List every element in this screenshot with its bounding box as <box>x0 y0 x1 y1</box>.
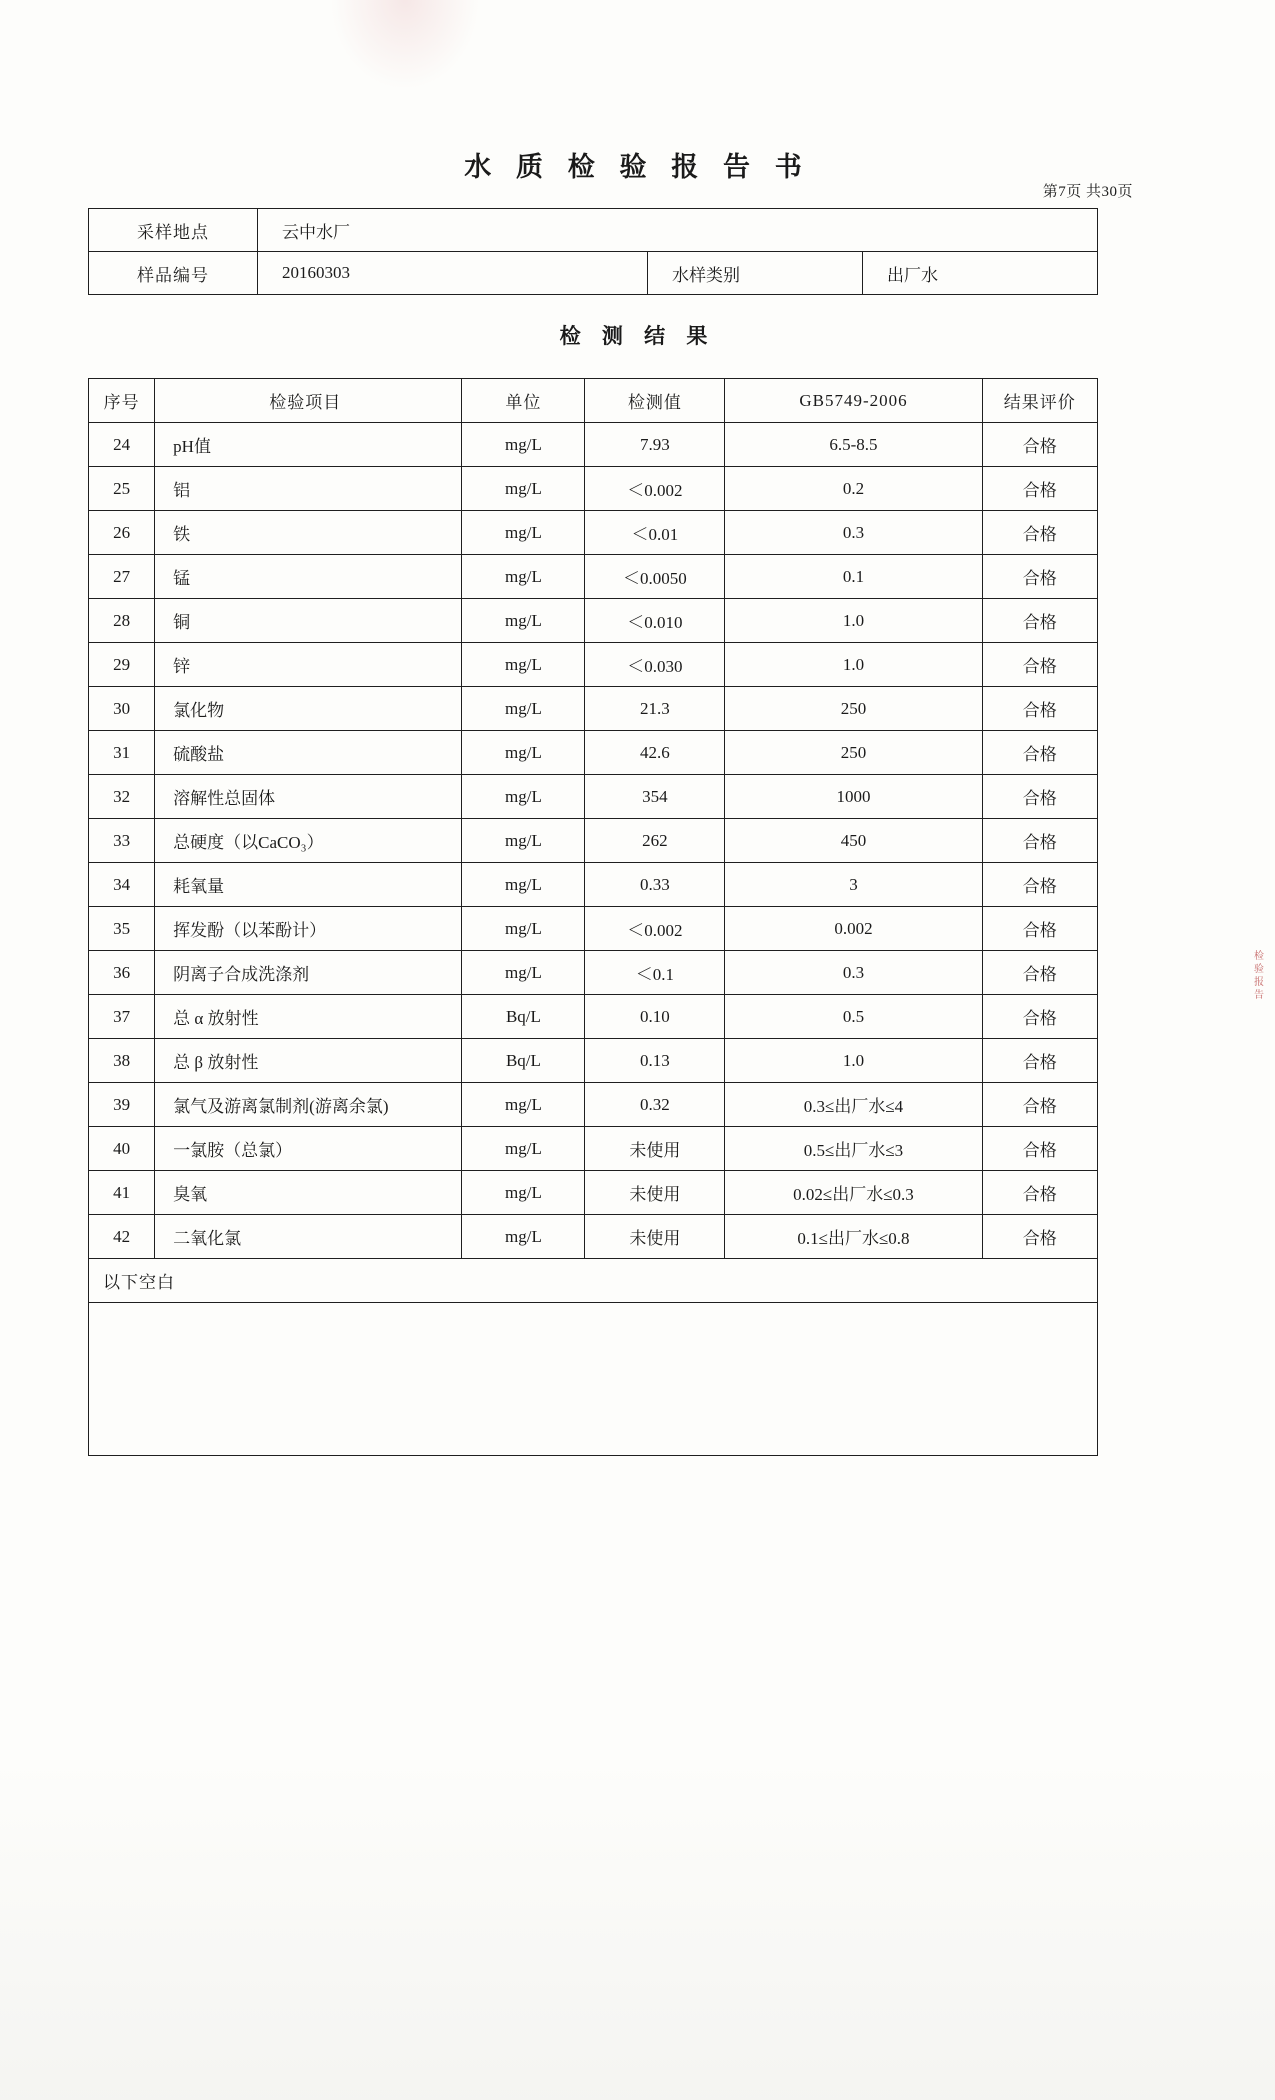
cell-unit: mg/L <box>462 555 585 599</box>
cell-item: 阴离子合成洗涤剂 <box>155 951 462 995</box>
cell-evaluation: 合格 <box>982 467 1097 511</box>
cell-no: 31 <box>89 731 155 775</box>
table-row <box>89 819 1098 863</box>
cell-unit: mg/L <box>462 1215 585 1259</box>
cell-no: 35 <box>89 907 155 951</box>
page-title: 水 质 检 验 报 告 书 <box>464 152 811 182</box>
cell-evaluation: 合格 <box>982 643 1097 687</box>
blank-area <box>88 1303 1098 1456</box>
cell-item: 挥发酚（以苯酚计） <box>155 907 462 951</box>
sampling-location-value: 云中水厂 <box>258 209 1098 252</box>
sample-number-label: 样品编号 <box>89 252 258 295</box>
cell-item: 总硬度（以CaCO₃） <box>155 819 462 863</box>
sample-number-value: 20160303 <box>258 252 648 295</box>
cell-value: 7.93 <box>585 423 725 467</box>
cell-item: 锰 <box>155 555 462 599</box>
cell-unit: mg/L <box>462 511 585 555</box>
cell-standard: 250 <box>725 687 982 731</box>
page-number: 第7页 共30页 <box>1042 184 1133 200</box>
cell-standard: 1000 <box>725 775 982 819</box>
cell-no: 41 <box>89 1171 155 1215</box>
cell-no: 25 <box>89 467 155 511</box>
results-table <box>88 378 1098 1303</box>
cell-item: 耗氧量 <box>155 863 462 907</box>
cell-unit: mg/L <box>462 643 585 687</box>
cell-evaluation: 合格 <box>982 819 1097 863</box>
cell-no: 36 <box>89 951 155 995</box>
cell-evaluation: 合格 <box>982 599 1097 643</box>
cell-item: 总 β 放射性 <box>155 1039 462 1083</box>
table-row <box>89 599 1098 643</box>
table-row <box>89 511 1098 555</box>
cell-unit: mg/L <box>462 907 585 951</box>
cell-evaluation: 合格 <box>982 863 1097 907</box>
table-row <box>89 951 1098 995</box>
cell-evaluation: 合格 <box>982 1083 1097 1127</box>
table-row <box>89 731 1098 775</box>
table-row <box>89 555 1098 599</box>
cell-no: 33 <box>89 819 155 863</box>
cell-standard: 0.02≤出厂水≤0.3 <box>725 1171 982 1215</box>
table-row <box>89 995 1098 1039</box>
cell-evaluation: 合格 <box>982 423 1097 467</box>
cell-value: 21.3 <box>585 687 725 731</box>
cell-evaluation: 合格 <box>982 555 1097 599</box>
cell-evaluation: 合格 <box>982 907 1097 951</box>
table-row <box>89 467 1098 511</box>
table-row <box>89 1127 1098 1171</box>
cell-value: 0.10 <box>585 995 725 1039</box>
cell-value: ＜0.030 <box>585 643 725 687</box>
cell-value: 42.6 <box>585 731 725 775</box>
table-row <box>89 1171 1098 1215</box>
water-type-value: 出厂水 <box>863 252 1098 295</box>
cell-unit: mg/L <box>462 687 585 731</box>
column-header-unit: 单位 <box>462 379 585 423</box>
cell-no: 30 <box>89 687 155 731</box>
table-row <box>89 209 1098 252</box>
table-row <box>89 1039 1098 1083</box>
cell-unit: mg/L <box>462 1083 585 1127</box>
cell-value: 未使用 <box>585 1127 725 1171</box>
column-header-item: 检验项目 <box>155 379 462 423</box>
cell-no: 27 <box>89 555 155 599</box>
cell-value: 354 <box>585 775 725 819</box>
cell-no: 40 <box>89 1127 155 1171</box>
cell-item: 溶解性总固体 <box>155 775 462 819</box>
cell-standard: 6.5-8.5 <box>725 423 982 467</box>
cell-standard: 0.1≤出厂水≤0.8 <box>725 1215 982 1259</box>
blank-note: 以下空白 <box>89 1259 1098 1303</box>
cell-item: 二氧化氯 <box>155 1215 462 1259</box>
table-row <box>89 775 1098 819</box>
cell-standard: 250 <box>725 731 982 775</box>
cell-standard: 0.3≤出厂水≤4 <box>725 1083 982 1127</box>
table-row <box>89 1215 1098 1259</box>
cell-standard: 3 <box>725 863 982 907</box>
header-info-table <box>88 208 1098 295</box>
cell-no: 37 <box>89 995 155 1039</box>
cell-unit: mg/L <box>462 1171 585 1215</box>
cell-standard: 0.3 <box>725 951 982 995</box>
cell-no: 28 <box>89 599 155 643</box>
cell-no: 38 <box>89 1039 155 1083</box>
cell-unit: mg/L <box>462 423 585 467</box>
cell-value: 未使用 <box>585 1215 725 1259</box>
cell-value: 262 <box>585 819 725 863</box>
column-header-standard: GB5749-2006 <box>725 379 982 423</box>
cell-unit: mg/L <box>462 467 585 511</box>
water-type-label: 水样类别 <box>648 252 863 295</box>
cell-standard: 450 <box>725 819 982 863</box>
cell-value: ＜0.0050 <box>585 555 725 599</box>
cell-value: 未使用 <box>585 1171 725 1215</box>
cell-evaluation: 合格 <box>982 1215 1097 1259</box>
cell-value: ＜0.010 <box>585 599 725 643</box>
cell-standard: 0.3 <box>725 511 982 555</box>
cell-evaluation: 合格 <box>982 951 1097 995</box>
scan-artifact-bottom <box>0 1760 1275 2100</box>
scan-artifact-top <box>330 0 480 90</box>
cell-evaluation: 合格 <box>982 687 1097 731</box>
cell-no: 24 <box>89 423 155 467</box>
cell-evaluation: 合格 <box>982 731 1097 775</box>
cell-evaluation: 合格 <box>982 995 1097 1039</box>
cell-standard: 0.002 <box>725 907 982 951</box>
cell-standard: 0.5≤出厂水≤3 <box>725 1127 982 1171</box>
column-header-no: 序号 <box>89 379 155 423</box>
column-header-evaluation: 结果评价 <box>982 379 1097 423</box>
cell-item: 总 α 放射性 <box>155 995 462 1039</box>
cell-evaluation: 合格 <box>982 775 1097 819</box>
cell-unit: mg/L <box>462 951 585 995</box>
margin-stamp-text: 检 验 报 告 <box>1254 951 1264 1001</box>
cell-value: ＜0.002 <box>585 907 725 951</box>
table-row <box>89 687 1098 731</box>
cell-item: pH值 <box>155 423 462 467</box>
cell-item: 氯化物 <box>155 687 462 731</box>
cell-value: 0.33 <box>585 863 725 907</box>
cell-value: 0.32 <box>585 1083 725 1127</box>
cell-item: 氯气及游离氯制剂(游离余氯) <box>155 1083 462 1127</box>
table-row <box>89 863 1098 907</box>
cell-evaluation: 合格 <box>982 1171 1097 1215</box>
section-title: 检 测 结 果 <box>559 324 716 348</box>
cell-standard: 1.0 <box>725 643 982 687</box>
table-row <box>89 643 1098 687</box>
cell-value: 0.13 <box>585 1039 725 1083</box>
table-row <box>89 423 1098 467</box>
cell-no: 42 <box>89 1215 155 1259</box>
sampling-location-label: 采样地点 <box>89 209 258 252</box>
cell-evaluation: 合格 <box>982 511 1097 555</box>
cell-standard: 0.5 <box>725 995 982 1039</box>
results-table-wrapper <box>88 378 1098 1456</box>
cell-item: 锌 <box>155 643 462 687</box>
column-header-value: 检测值 <box>585 379 725 423</box>
cell-unit: mg/L <box>462 599 585 643</box>
cell-standard: 1.0 <box>725 1039 982 1083</box>
cell-no: 34 <box>89 863 155 907</box>
table-row <box>89 1083 1098 1127</box>
cell-evaluation: 合格 <box>982 1039 1097 1083</box>
cell-value: ＜0.1 <box>585 951 725 995</box>
cell-no: 39 <box>89 1083 155 1127</box>
cell-unit: mg/L <box>462 819 585 863</box>
cell-item: 铜 <box>155 599 462 643</box>
cell-item: 一氯胺（总氯） <box>155 1127 462 1171</box>
cell-item: 硫酸盐 <box>155 731 462 775</box>
cell-unit: Bq/L <box>462 1039 585 1083</box>
cell-item: 铝 <box>155 467 462 511</box>
cell-unit: mg/L <box>462 863 585 907</box>
cell-item: 臭氧 <box>155 1171 462 1215</box>
table-row <box>89 252 1098 295</box>
cell-unit: mg/L <box>462 731 585 775</box>
cell-standard: 0.2 <box>725 467 982 511</box>
cell-item: 铁 <box>155 511 462 555</box>
cell-unit: mg/L <box>462 775 585 819</box>
cell-standard: 1.0 <box>725 599 982 643</box>
cell-standard: 0.1 <box>725 555 982 599</box>
table-header-row <box>89 379 1098 423</box>
cell-unit: Bq/L <box>462 995 585 1039</box>
cell-value: ＜0.01 <box>585 511 725 555</box>
table-row <box>89 907 1098 951</box>
cell-unit: mg/L <box>462 1127 585 1171</box>
table-row <box>89 1259 1098 1303</box>
cell-evaluation: 合格 <box>982 1127 1097 1171</box>
cell-value: ＜0.002 <box>585 467 725 511</box>
cell-no: 32 <box>89 775 155 819</box>
cell-no: 29 <box>89 643 155 687</box>
cell-no: 26 <box>89 511 155 555</box>
